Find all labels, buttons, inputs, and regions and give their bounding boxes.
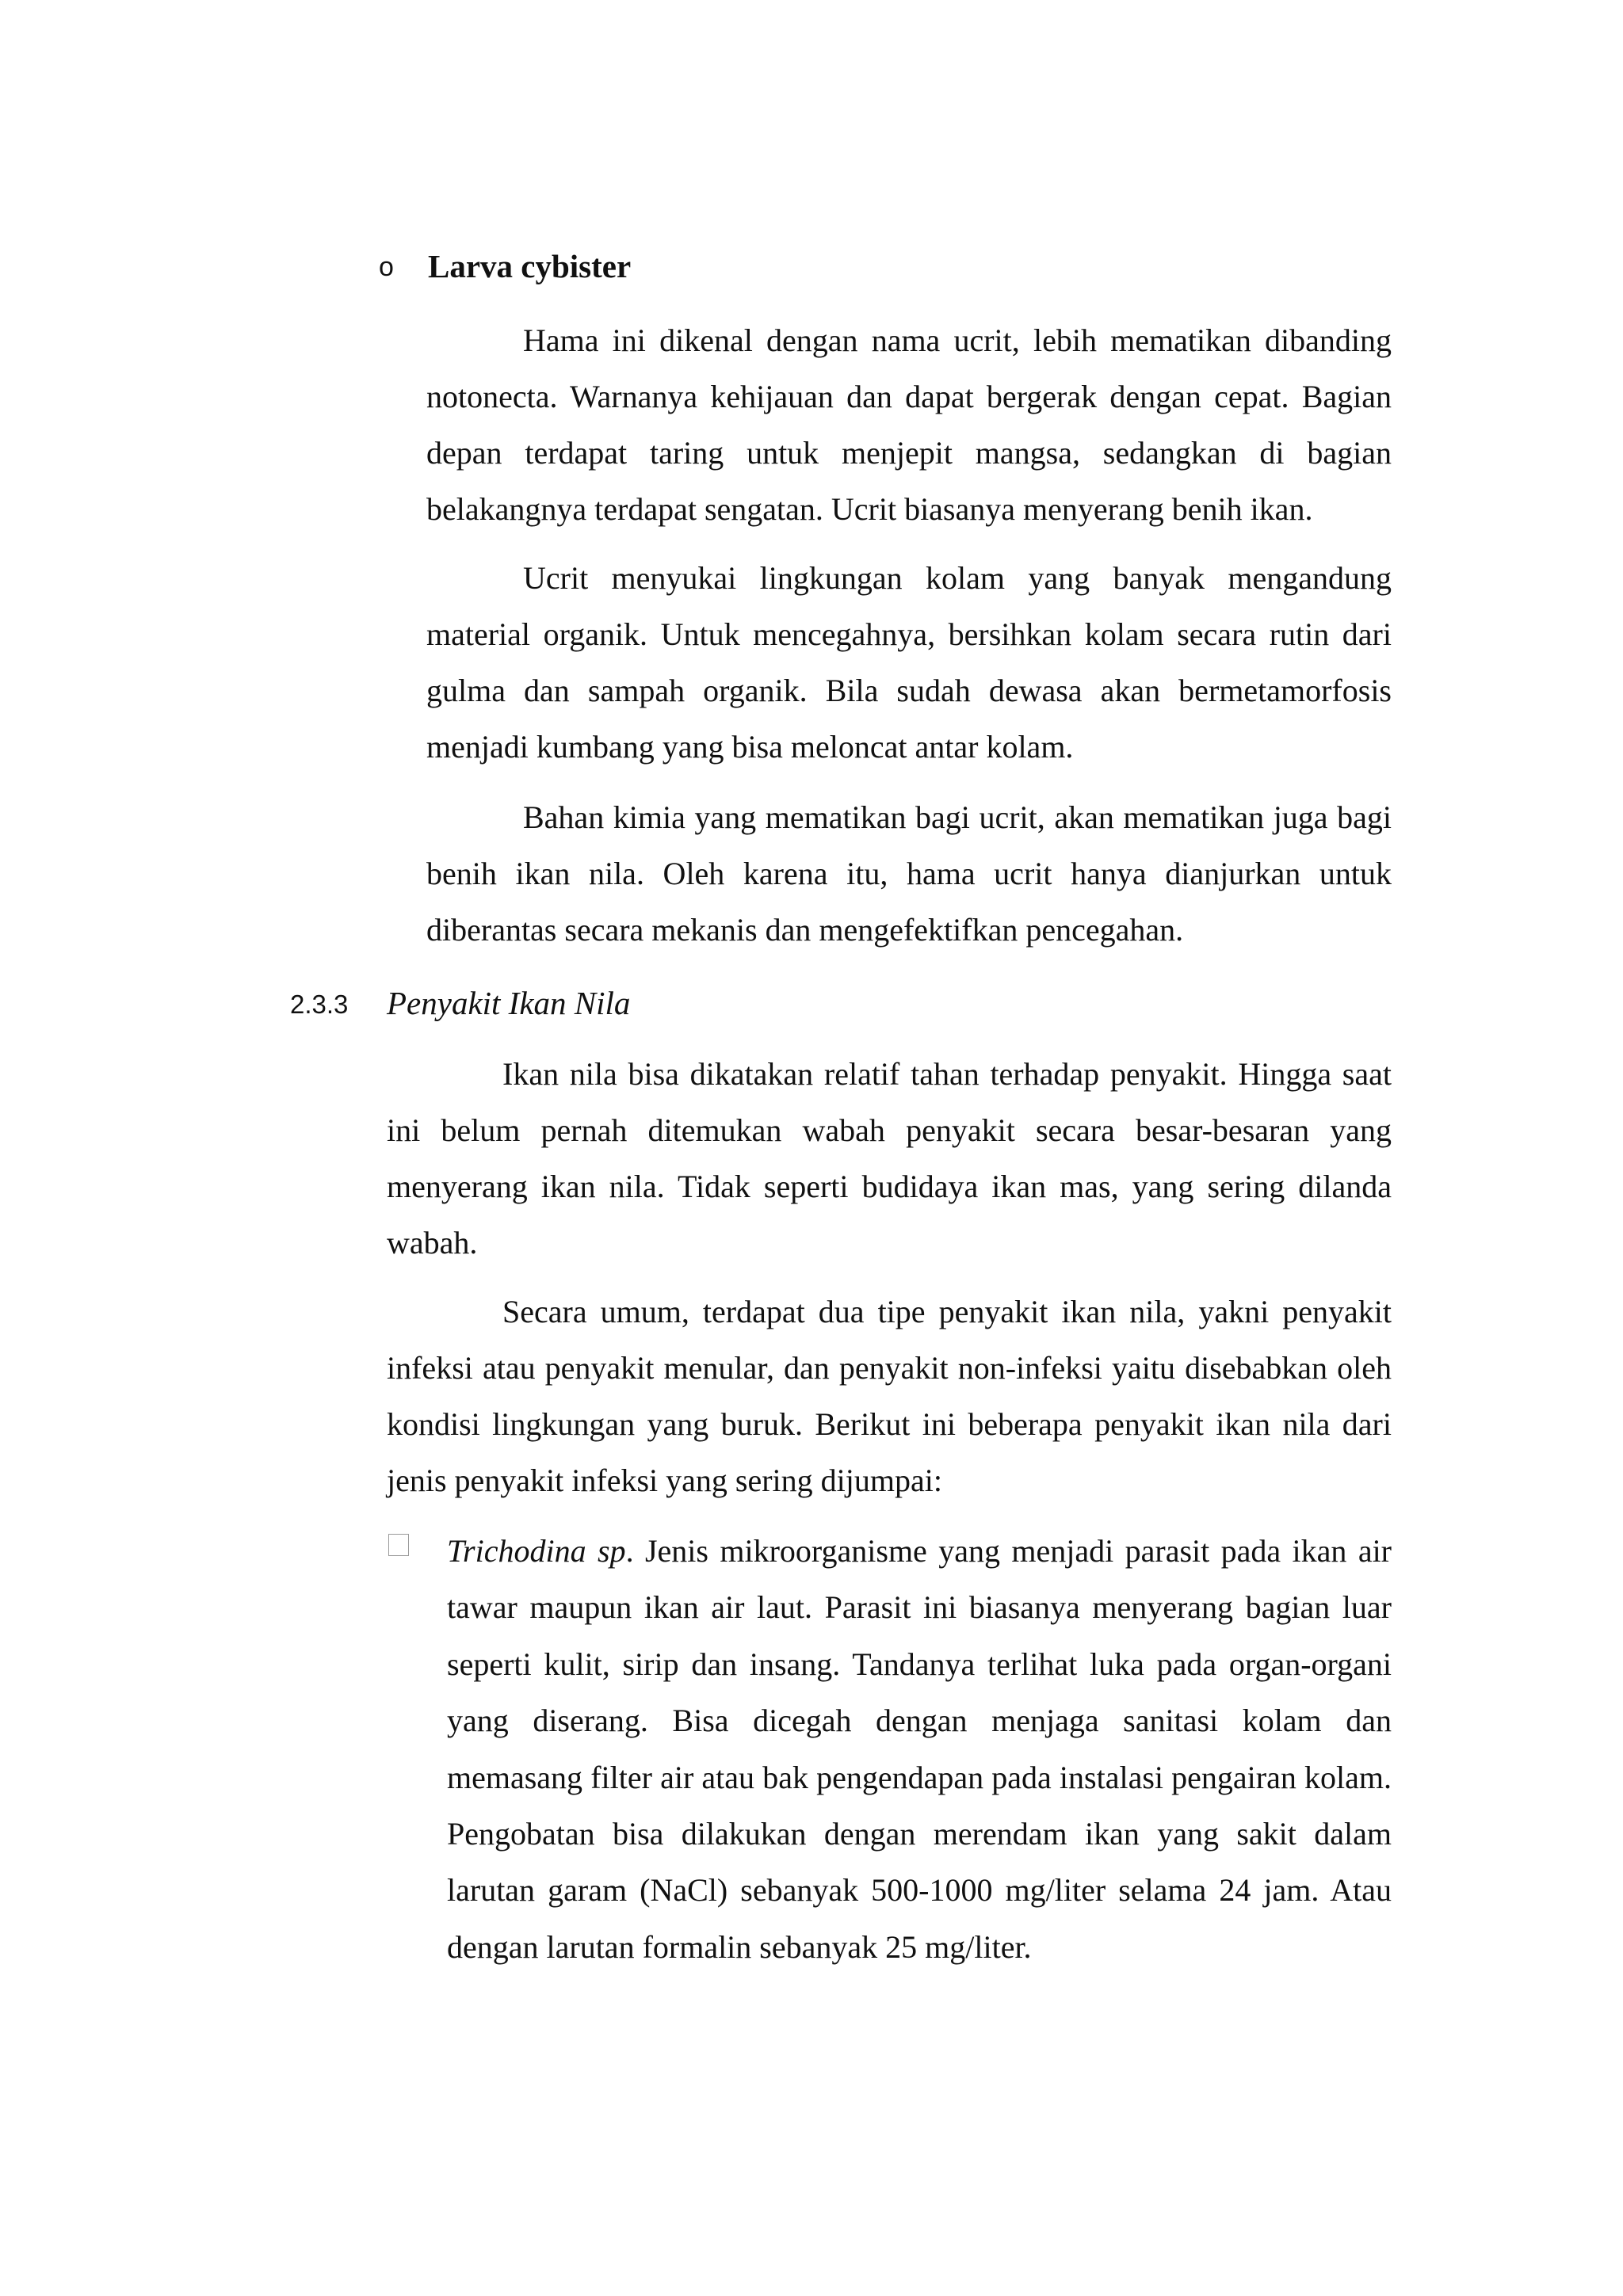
list-item	[447, 1523, 1392, 1975]
paragraph-4: Ikan nila bisa dikatakan relatif tahan terhadap penyakit. Hingga saat ini belum pernah ditemukan wabah penyakit secara besar-besaran yang menyerang ikan nila. Tidak seperti budidaya ikan mas, yang sering dilanda wabah.	[387, 1056, 1392, 1261]
list-item-text: . Jenis mikroorganisme yang menjadi parasit pada ikan air tawar maupun ikan air laut. Parasit ini biasanya menyerang bagian luar seperti kulit, sirip dan insang. Tandanya terlihat luka pada organ-organi yang diserang. Bisa dicegah dengan menjaga sanitasi kolam dan memasang filter air atau bak pengendapan pada instalasi pengairan kolam. Pengobatan bisa dilakukan dengan merendam ikan yang sakit dalam larutan garam (NaCl) sebanyak 500-1000 mg/liter selama 24 jam. Atau dengan larutan formalin sebanyak 25 mg/liter.	[447, 1533, 1392, 1965]
list-bullet-box-icon	[388, 1534, 409, 1556]
paragraph-1: Hama ini dikenal dengan nama ucrit, lebih mematikan dibanding notonecta. Warnanya kehijauan dan dapat bergerak dengan cepat. Bagian depan terdapat taring untuk menjepit mangsa, sedangkan di bagian belakangnya terdapat sengatan. Ucrit biasanya menyerang benih ikan.	[426, 322, 1392, 527]
section-number: 2.3.3	[290, 990, 349, 1019]
subsection-bullet: o	[379, 252, 394, 282]
paragraph-2: Ucrit menyukai lingkungan kolam yang banyak mengandung material organik. Untuk mencegahnya, bersihkan kolam secara rutin dari gulma dan sampah organik. Bila sudah dewasa akan bermetamorfosis menjadi kumbang yang bisa meloncat antar kolam.	[426, 560, 1392, 765]
section-title: Penyakit Ikan Nila	[387, 985, 631, 1021]
paragraph-5: Secara umum, terdapat dua tipe penyakit ikan nila, yakni penyakit infeksi atau penyakit menular, dan penyakit non-infeksi yaitu disebabkan oleh kondisi lingkungan yang buruk. Berikut ini beberapa penyakit ikan nila dari jenis penyakit infeksi yang sering dijumpai:	[387, 1294, 1392, 1498]
list-item-term: Trichodina sp	[447, 1533, 626, 1569]
subsection-title: Larva cybister	[428, 248, 632, 284]
paragraph-3: Bahan kimia yang mematikan bagi ucrit, akan mematikan juga bagi benih ikan nila. Oleh karena itu, hama ucrit hanya dianjurkan untuk diberantas secara mekanis dan mengefektifkan pencegahan.	[426, 799, 1392, 948]
